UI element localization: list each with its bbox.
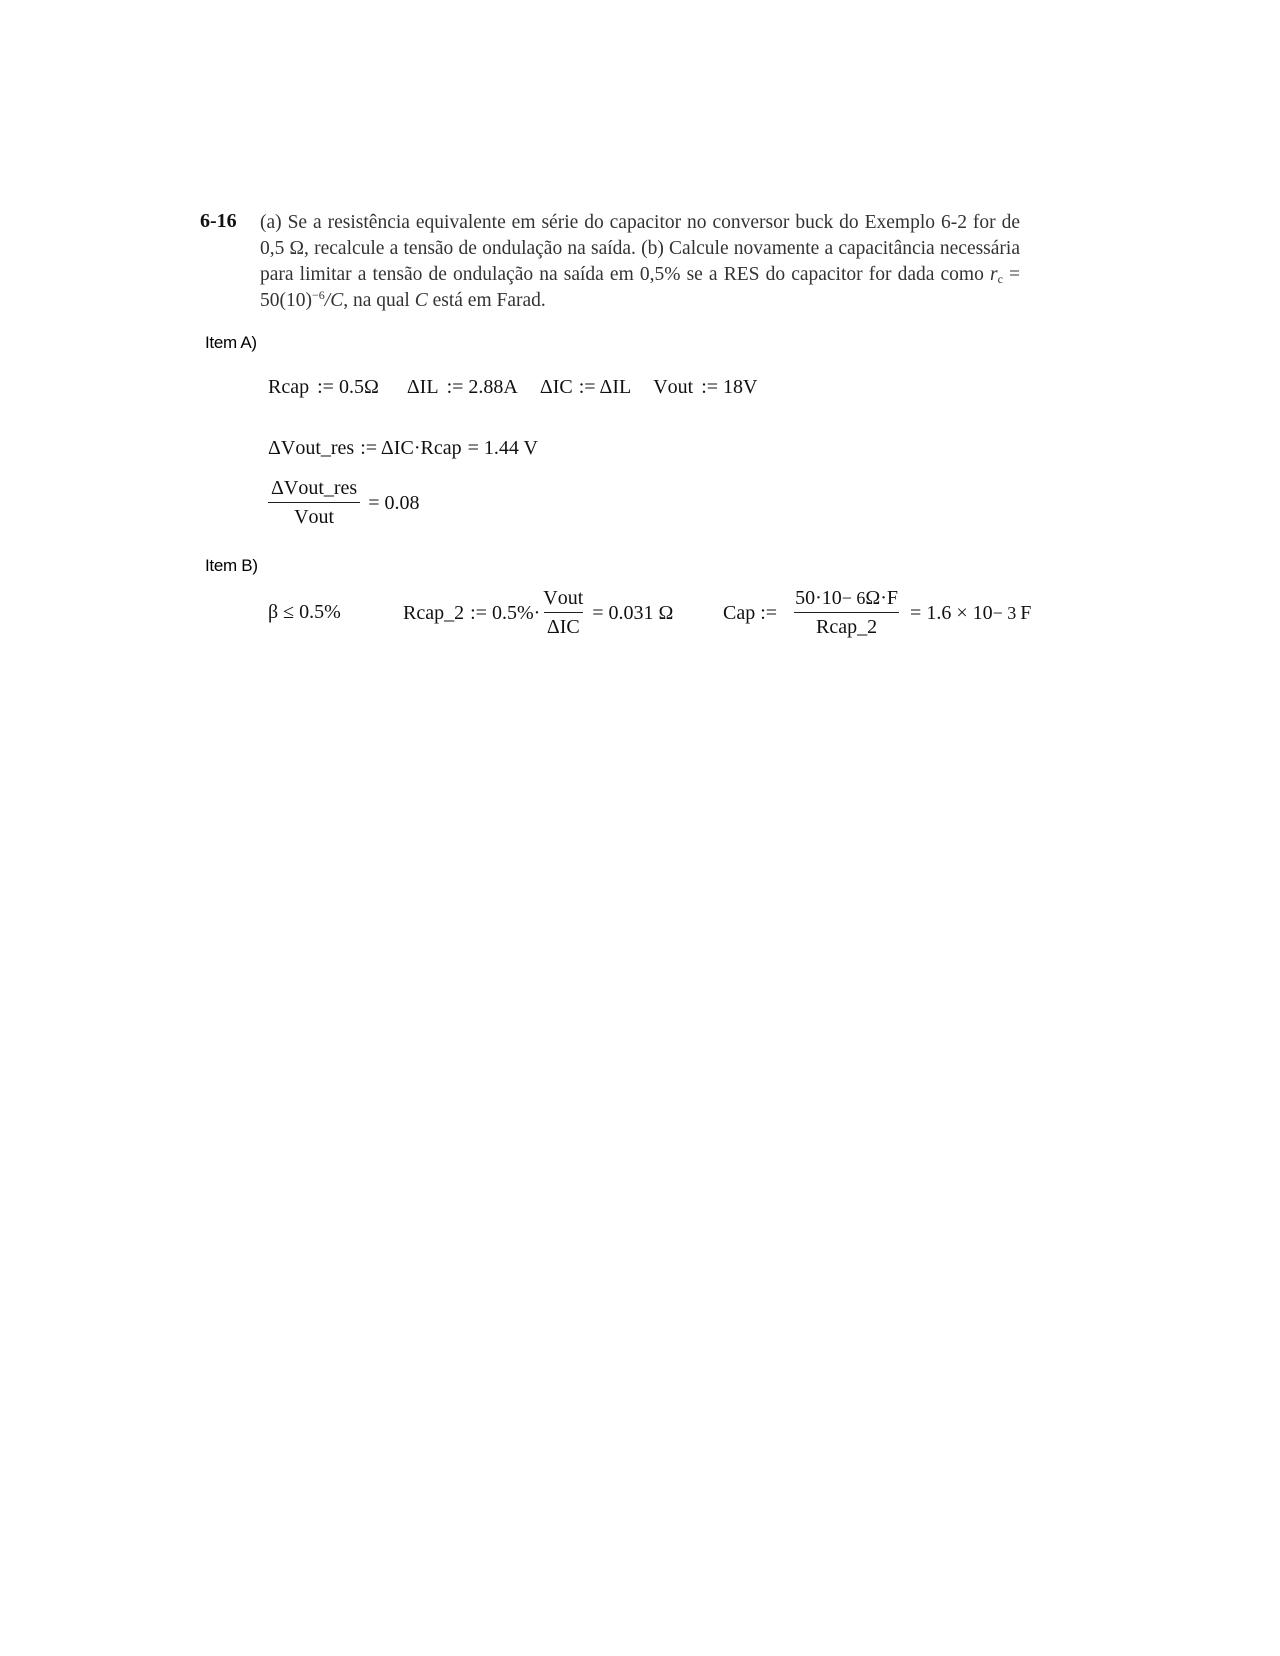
rcap2-op: := 0.5%· [470, 601, 541, 624]
item-a-heading: Item A) [205, 333, 257, 352]
formula-eq: = 50(10) [260, 264, 1021, 311]
formula-c: C [414, 290, 428, 311]
dil-def: ΔI L := 2.88A [406, 376, 518, 398]
ratio-num-base: ΔV [271, 477, 299, 499]
formula-r-sub: c [997, 272, 1003, 286]
dic-base: ΔI [539, 376, 560, 398]
dvres-result: = 1.44 V [467, 437, 538, 459]
rcap2-result: = 0.031 Ω [592, 601, 674, 624]
rcap2-base: R [403, 601, 417, 624]
cap-fraction: 50·10 − 6 Ω·F R cap_2 [795, 587, 899, 638]
vout-rhs: := 18V [701, 376, 758, 398]
problem-text [260, 210, 1020, 314]
vout-def: V out := 18V [653, 376, 758, 398]
dvres-op: := ΔI [360, 437, 401, 459]
rcap2-equation: R cap_2 := 0.5%· V out ΔI C = 0.031 Ω [403, 587, 674, 638]
ratio-result: = 0.08 [368, 491, 420, 514]
dvres-mid: ·R [413, 437, 434, 459]
problem-number: 6-16 [200, 210, 237, 232]
ratio-den-base: V [294, 506, 309, 528]
rcap2-fraction: V out ΔI C [543, 587, 584, 638]
formula-tail: /C [324, 290, 344, 311]
cap-equation: Cap := 50·10 − 6 Ω·F R cap_2 = 1.6 × 10 − 3 F [723, 587, 1032, 638]
cap-label: Cap := [723, 601, 778, 624]
cap-den-base: R [816, 616, 830, 638]
cap-num-b: Ω·F [865, 587, 899, 609]
beta-text: β ≤ 0.5% [268, 601, 341, 623]
cap-num-a: 50·10 [795, 587, 842, 609]
formula-end: , na qual [343, 290, 415, 311]
ratio-equation [268, 477, 419, 529]
cap-result-b: F [1020, 601, 1032, 624]
rcap-def: R cap := 0.5Ω [268, 376, 379, 398]
rcap2-den-base: ΔI [546, 616, 567, 638]
dil-base: ΔI [406, 376, 427, 398]
formula-final: está em Farad. [427, 290, 546, 311]
item-b-heading: Item B) [205, 556, 258, 575]
dvres-equation: ΔV out_res := ΔI C ·R cap = 1.44 V [268, 437, 538, 459]
vout-base: V [653, 376, 668, 398]
rcap2-num-base: V [543, 587, 558, 609]
problem-body: (a) Se a resistência equivalente em série do capacitor no conversor buck do Exemplo 6-2 for de 0,5 Ω, recalcule a tensão de ondulação na saída. (b) Calcule novamente a capacitância necessária para limitar a tensão de ondulação na saída em 0,5% se a RES do capacitor for dada como [260, 212, 1020, 285]
beta-condition [268, 587, 341, 623]
formula-exp: −6 [312, 288, 325, 302]
dic-def: ΔI C := ΔI L [539, 376, 632, 398]
cap-result-a: = 1.6 × 10 [910, 601, 993, 624]
dic-rhs: := ΔI [578, 376, 619, 398]
item-a-definitions [268, 376, 758, 399]
formula-r: r [989, 264, 998, 285]
dil-rhs: := 2.88A [446, 376, 518, 398]
rcap-rhs: := 0.5Ω [317, 376, 379, 398]
rcap-base: R [268, 376, 282, 398]
ratio-fraction: ΔV out_res V out [268, 477, 360, 529]
dvres-base: ΔV [268, 437, 296, 459]
